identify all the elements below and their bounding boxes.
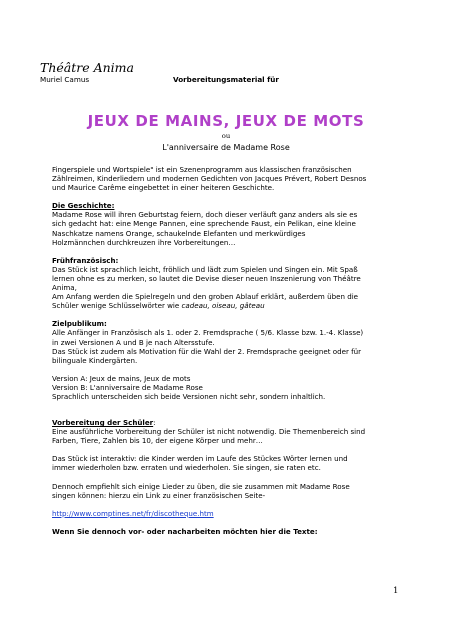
vorbereitung-colon: : xyxy=(153,418,156,428)
frueh-line-keywords xyxy=(52,301,412,310)
frueh-keywords: cadeau, oiseau, gâteau xyxy=(181,301,265,311)
intro-line: Fingerspiele und Wortspiele" ist ein Szenenprogramm aus klassischen französischen xyxy=(52,165,352,174)
zielpublikum-line: bilinguale Kindergärten. xyxy=(52,355,138,365)
page-subtitle: L'anniversaire de Madame Rose xyxy=(162,143,290,152)
interaktiv-line: immer wiederholen bzw. erraten und wiederholen. Sie singen, sie raten etc. xyxy=(52,463,321,473)
lieder-line: singen können: hierzu ein Link zu einer französischen Seite- xyxy=(52,490,266,500)
frueh-line: Am Anfang werden die Spielregeln und den groben Ablauf erklärt, außerdem üben die xyxy=(52,292,359,302)
frueh-line: Das Stück ist sprachlich leicht, fröhlich und lädt zum Spielen und Singen ein. Mit Spaß xyxy=(52,264,358,274)
geschichte-line: Holzmännchen durchkreuzen ihre Vorbereitungen… xyxy=(52,237,236,247)
version-line: Sprachlich unterscheiden sich beide Versionen nicht sehr, sondern inhaltlich. xyxy=(52,391,326,401)
closing-text: Wenn Sie dennoch vor- oder nacharbeiten möchten hier die Texte: xyxy=(52,526,318,536)
frueh-heading: Frühfranzösisch: xyxy=(52,255,119,265)
frueh-line: lernen ohne es zu merken, so lautet die Devise dieser neuen Inszenierung von Théâtre xyxy=(52,273,361,283)
lieder-paragraph xyxy=(52,482,412,500)
zielpublikum-line: Das Stück ist zudem als Motivation für die Wahl der 2. Fremdsprache geeignet oder für xyxy=(52,346,362,356)
frueh-line: Anima, xyxy=(52,283,77,293)
geschichte-line: sich gedacht hat: eine Menge Pannen, eine sprechende Faust, ein Pelikan, eine kleine xyxy=(52,219,356,229)
closing-paragraph xyxy=(52,527,412,536)
zielpublikum-heading: Zielpublikum: xyxy=(52,319,107,329)
intro-line: und Maurice Carême eingebettet in einer heiteren Geschichte. xyxy=(52,183,275,193)
link-paragraph xyxy=(52,509,412,518)
document-body xyxy=(52,165,412,545)
interaktiv-line: Das Stück ist interaktiv: die Kinder werden im Laufe des Stückes Wörter lernen und xyxy=(52,454,348,464)
geschichte-section xyxy=(52,201,412,246)
zielpublikum-line: in zwei Versionen A und B je nach Altersstufe. xyxy=(52,337,215,347)
interaktiv-paragraph xyxy=(52,454,412,472)
geschichte-line: Madame Rose will ihren Geburtstag feiern, doch dieser verläuft ganz anders als sie es xyxy=(52,210,358,220)
vorbereitung-heading-line xyxy=(52,418,412,427)
author-name: Muriel Camus xyxy=(40,75,90,84)
vorbereitung-heading: Vorbereitung der Schüler xyxy=(52,418,154,428)
vorbereitung-line: Eine ausführliche Vorbereitung der Schüler ist nicht notwendig. Die Themenbereich sind xyxy=(52,427,366,437)
vorbereitung-line: Farben, Tiere, Zahlen bis 10, der eigene Körper und mehr… xyxy=(52,436,263,446)
version-line: Version B: L'anniversaire de Madame Rose xyxy=(52,382,203,392)
zielpublikum-section xyxy=(52,319,412,364)
versions-section xyxy=(52,374,412,401)
comptines-link[interactable]: http://www.comptines.net/fr/discotheque.htm xyxy=(52,508,214,518)
title-connector: ou xyxy=(221,132,231,140)
geschichte-line: Naschkatze namens Orange, schaukelnde Elefanten und merkwürdiges xyxy=(52,228,306,238)
frueh-section xyxy=(52,256,412,311)
prep-label: Vorbereitungsmaterial für xyxy=(173,75,279,84)
geschichte-heading: Die Geschichte: xyxy=(52,201,115,211)
brand-name: Théâtre Anima xyxy=(40,60,134,75)
frueh-keywords-prefix: Schüler wenige Schlüsselwörter wie xyxy=(52,301,182,311)
intro-paragraph xyxy=(52,165,412,192)
vorbereitung-section xyxy=(52,418,412,445)
version-line: Version A: Jeux de mains, Jeux de mots xyxy=(52,373,191,383)
page-number: 1 xyxy=(393,586,399,596)
zielpublikum-line: Alle Anfänger in Französisch als 1. oder 2. Fremdsprache ( 5/6. Klasse bzw. 1.-4. Klasse) xyxy=(52,328,364,338)
page-title: JEUX DE MAINS, JEUX DE MOTS xyxy=(87,112,365,130)
intro-line: Zählreimen, Kinderliedern und modernen Gedichten von Jacques Prévert, Robert Desnos xyxy=(52,174,367,184)
lieder-line: Dennoch empfiehlt sich einige Lieder zu üben, die sie zusammen mit Madame Rose xyxy=(52,481,350,491)
